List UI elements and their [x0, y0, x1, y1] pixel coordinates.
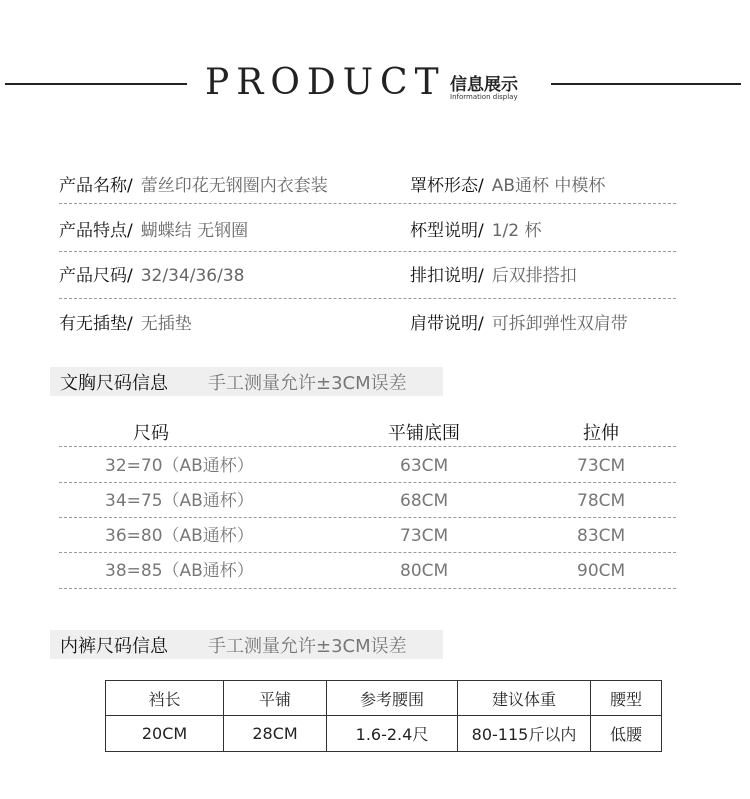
- underbust-cell: 80CM: [400, 561, 449, 581]
- bra-col-header-size: 尺码: [133, 423, 169, 444]
- stretch-cell: 78CM: [577, 491, 626, 511]
- table-row: [106, 716, 662, 752]
- size-cell: 38=85（AB通杯）: [105, 561, 254, 581]
- info-item: [59, 264, 244, 288]
- header-cell: 腰型: [591, 681, 662, 716]
- info-value: 无插垫: [140, 314, 192, 334]
- info-label: 杯型说明/: [410, 221, 484, 241]
- info-label: 肩带说明/: [410, 314, 484, 334]
- section-note: 手工测量允许±3CM误差: [208, 373, 407, 394]
- data-cell: 20CM: [106, 716, 224, 752]
- header-rule-right: [551, 83, 741, 85]
- section-title: 文胸尺码信息: [60, 373, 168, 394]
- divider: [59, 588, 676, 589]
- size-cell: 34=75（AB通杯）: [105, 491, 254, 511]
- underbust-cell: 63CM: [400, 456, 449, 476]
- info-item: [59, 174, 328, 198]
- table-header-row: [106, 681, 662, 716]
- divider: [59, 446, 676, 447]
- bra-size-section-title: [50, 367, 443, 396]
- size-cell: 36=80（AB通杯）: [105, 526, 254, 546]
- underbust-cell: 73CM: [400, 526, 449, 546]
- info-value: 蝴蝶结 无钢圈: [140, 221, 249, 241]
- info-label: 产品名称/: [59, 176, 133, 196]
- info-label: 产品尺码/: [59, 266, 133, 286]
- bra-col-header-stretch: 拉伸: [583, 423, 619, 444]
- divider: [59, 251, 676, 252]
- info-item: [59, 219, 248, 243]
- info-value: AB通杯 中模杯: [491, 176, 606, 196]
- section-title: 内裤尺码信息: [60, 636, 168, 657]
- table-row: [59, 524, 676, 559]
- info-value: 蕾丝印花无钢圈内衣套装: [140, 176, 328, 196]
- header-cell: 裆长: [106, 681, 224, 716]
- bra-col-header-underbust: 平铺底围: [388, 423, 460, 444]
- divider: [59, 482, 676, 483]
- info-item: [410, 219, 542, 243]
- info-row: [59, 312, 676, 357]
- stretch-cell: 83CM: [577, 526, 626, 546]
- info-item: [59, 312, 192, 336]
- size-cell: 32=70（AB通杯）: [105, 456, 254, 476]
- underbust-cell: 68CM: [400, 491, 449, 511]
- stretch-cell: 90CM: [577, 561, 626, 581]
- divider: [59, 203, 676, 204]
- info-row: [59, 264, 676, 309]
- info-label: 排扣说明/: [410, 266, 484, 286]
- data-cell: 28CM: [224, 716, 327, 752]
- info-value: 1/2 杯: [491, 221, 542, 241]
- header-cell: 建议体重: [458, 681, 591, 716]
- header-rule-left: [5, 83, 187, 85]
- page-subtitle-en: Information display: [450, 93, 518, 101]
- stretch-cell: 73CM: [577, 456, 626, 476]
- info-label: 罩杯形态/: [410, 176, 484, 196]
- divider: [59, 552, 676, 553]
- data-cell: 低腰: [591, 716, 662, 752]
- panty-size-section-title: [50, 630, 443, 659]
- page-subtitle-cn: 信息展示: [450, 75, 518, 95]
- data-cell: 1.6-2.4尺: [327, 716, 458, 752]
- info-row: [59, 219, 676, 264]
- section-note: 手工测量允许±3CM误差: [208, 636, 407, 657]
- table-row: [59, 454, 676, 489]
- data-cell: 80-115斤以内: [458, 716, 591, 752]
- panty-size-table: [105, 680, 662, 752]
- info-item: [410, 174, 605, 198]
- header-cell: 平铺: [224, 681, 327, 716]
- info-item: [410, 312, 628, 336]
- table-row: [59, 489, 676, 524]
- info-label: 有无插垫/: [59, 314, 133, 334]
- info-item: [410, 264, 577, 288]
- header-cell: 参考腰围: [327, 681, 458, 716]
- info-value: 后双排搭扣: [491, 266, 577, 286]
- divider: [59, 298, 676, 299]
- page-title: PRODUCT: [205, 62, 446, 103]
- info-label: 产品特点/: [59, 221, 133, 241]
- divider: [59, 517, 676, 518]
- info-value: 可拆卸弹性双肩带: [491, 314, 628, 334]
- info-row: [59, 174, 676, 219]
- info-value: 32/34/36/38: [140, 266, 245, 286]
